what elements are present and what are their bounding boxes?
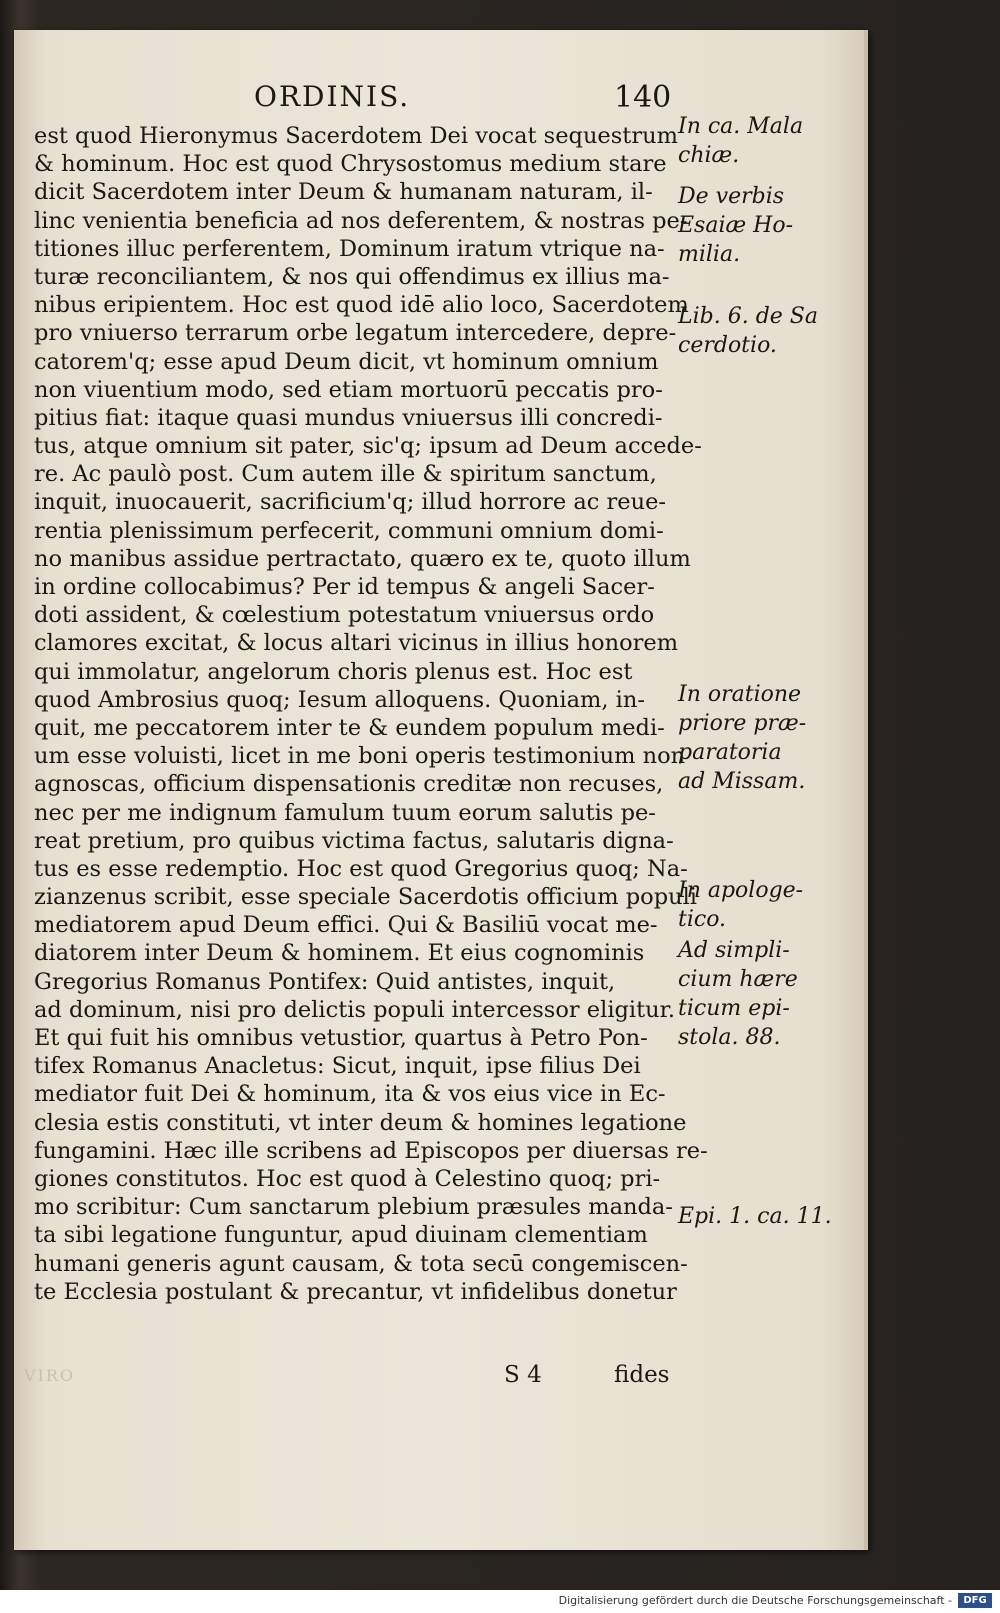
dfg-logo-icon: DFG xyxy=(958,1593,992,1608)
margin-note-line: ad Missam. xyxy=(678,769,806,794)
text-line: re. Ac paulò post. Cum autem ille & spiritum sanctum, xyxy=(34,461,657,488)
margin-note-line: tico. xyxy=(678,907,727,932)
margin-note-line: ticum epi- xyxy=(678,996,790,1021)
faded-stamp: VIRO xyxy=(24,1366,76,1385)
text-line: no manibus assidue pertractato, quæro ex te, quoto illum xyxy=(34,545,691,572)
margin-note-line: Lib. 6. de Sa xyxy=(678,304,818,329)
margin-note-1 xyxy=(678,112,848,170)
text-line: Et qui fuit his omnibus vetustior, quartus à Petro Pon- xyxy=(34,1025,648,1051)
margin-note-line: priore præ- xyxy=(678,711,807,736)
margin-note-line: Ad simpli- xyxy=(678,938,790,963)
text-line: catorem'q; esse apud Deum dicit, vt hominum omnium xyxy=(34,348,659,375)
text-line: nec per me indignum famulum tuum eorum salutis pe- xyxy=(34,799,656,826)
margin-note-line: Epi. 1. ca. 11. xyxy=(678,1204,832,1229)
text-line: humani generis agunt causam, & tota secū congemiscen- xyxy=(34,1250,688,1277)
book-page xyxy=(14,30,868,1550)
text-line: rentia plenissimum perfecerit, communi omnium domi- xyxy=(34,517,664,544)
margin-note-line: chiæ. xyxy=(678,143,740,168)
text-line: linc venientia beneficia ad nos deferentem, & nostras pe- xyxy=(34,207,688,234)
text-line: clamores excitat, & locus altari vicinus in illius honorem xyxy=(34,630,679,657)
digitization-credit: Digitalisierung gefördert durch die Deutsche Forschungsgemeinschaft - xyxy=(558,1594,952,1607)
text-line: & hominum. Hoc est quod Chrysostomus medium stare xyxy=(34,151,667,178)
text-line: doti assident, & cœlestium potestatum vniuersus ordo xyxy=(34,602,655,629)
text-line: pro vniuerso terrarum orbe legatum intercedere, depre- xyxy=(34,320,677,347)
margin-note-4 xyxy=(678,680,848,796)
text-line: agnoscas, officium dispensationis creditæ non recuses, xyxy=(34,771,664,798)
text-line: zianzenus scribit, esse speciale Sacerdotis officium populi xyxy=(34,884,697,911)
signature-mark: S 4 xyxy=(504,1362,542,1388)
text-line: inquit, inuocauerit, sacrificium'q; illud horrore ac reue- xyxy=(34,489,667,516)
text-line: mediatorem apud Deum effici. Qui & Basiliū vocat me- xyxy=(34,912,658,939)
margin-note-line: In oratione xyxy=(678,682,802,707)
text-line: giones constitutos. Hoc est quod à Celestino quoq; pri- xyxy=(34,1165,661,1192)
text-line: qui immolatur, angelorum choris plenus est. Hoc est xyxy=(34,658,633,685)
text-line: nibus eripientem. Hoc est quod idē alio loco, Sacerdotem xyxy=(34,292,689,319)
margin-note-line: cium hære xyxy=(678,967,798,992)
text-line: Gregorius Romanus Pontifex: Quid antistes, inquit, xyxy=(34,968,616,995)
text-line: quit, me peccatorem inter te & eundem populum medi- xyxy=(34,714,665,741)
text-line: tus es esse redemptio. Hoc est quod Gregorius quoq; Na- xyxy=(34,855,688,882)
text-line: reat pretium, pro quibus victima factus, salutaris digna- xyxy=(34,827,674,854)
catchword: fides xyxy=(614,1362,670,1388)
text-line: est quod Hieronymus Sacerdotem Dei vocat sequestrum xyxy=(34,123,678,149)
margin-note-line: milia. xyxy=(678,242,741,267)
text-line: ad dominum, nisi pro delictis populi intercessor eligitur. xyxy=(34,996,676,1023)
text-line: tus, atque omnium sit pater, sic'q; ipsum ad Deum accede- xyxy=(34,433,702,460)
margin-note-line: Esaiæ Ho- xyxy=(678,213,794,238)
margin-note-line: paratoria xyxy=(678,740,782,765)
margin-note-7 xyxy=(678,1202,848,1231)
digitization-footer xyxy=(0,1590,1000,1613)
text-line: ta sibi legatione funguntur, apud diuinam clementiam xyxy=(34,1222,648,1249)
text-line: mo scribitur: Cum sanctarum plebium præsules manda- xyxy=(34,1194,673,1221)
text-line: non viuentium modo, sed etiam mortuorū peccatis pro- xyxy=(34,376,663,403)
text-line: quod Ambrosius quoq; Iesum alloquens. Quoniam, in- xyxy=(34,686,645,713)
running-title: ORDINIS. xyxy=(254,80,411,113)
text-line: pitius fiat: itaque quasi mundus vniuersus illi concredi- xyxy=(34,404,663,431)
folio-number: 140 xyxy=(614,80,672,115)
margin-note-line: cerdotio. xyxy=(678,333,777,358)
margin-note-line: stola. 88. xyxy=(678,1025,781,1050)
text-line: turæ reconciliantem, & nos qui offendimus ex illius ma- xyxy=(34,263,670,290)
text-line: clesia estis constituti, vt inter deum & homines legatione xyxy=(34,1109,687,1136)
margin-note-line: In apologe- xyxy=(678,878,804,903)
text-line: diatorem inter Deum & hominem. Et eius cognominis xyxy=(34,940,645,967)
margin-note-5 xyxy=(678,876,848,934)
text-line: um esse voluisti, licet in me boni operis testimonium non xyxy=(34,743,686,770)
margin-note-2 xyxy=(678,182,848,269)
margin-note-6 xyxy=(678,936,848,1052)
text-line: fungamini. Hæc ille scribens ad Episcopos per diuersas re- xyxy=(34,1137,708,1164)
text-line: tifex Romanus Anacletus: Sicut, inquit, ipse filius Dei xyxy=(34,1053,641,1080)
text-line: titiones illuc perferentem, Dominum iratum vtrique na- xyxy=(34,235,665,262)
text-line: dicit Sacerdotem inter Deum & humanam naturam, il- xyxy=(34,179,653,206)
text-line: te Ecclesia postulant & precantur, vt infidelibus donetur xyxy=(34,1278,677,1305)
text-line: in ordine collocabimus? Per id tempus & angeli Sacer- xyxy=(34,574,655,600)
margin-note-3 xyxy=(678,302,848,360)
text-line: mediator fuit Dei & hominum, ita & vos eius vice in Ec- xyxy=(34,1081,666,1108)
margin-note-line: De verbis xyxy=(678,184,785,209)
margin-note-line: In ca. Mala xyxy=(678,114,804,139)
